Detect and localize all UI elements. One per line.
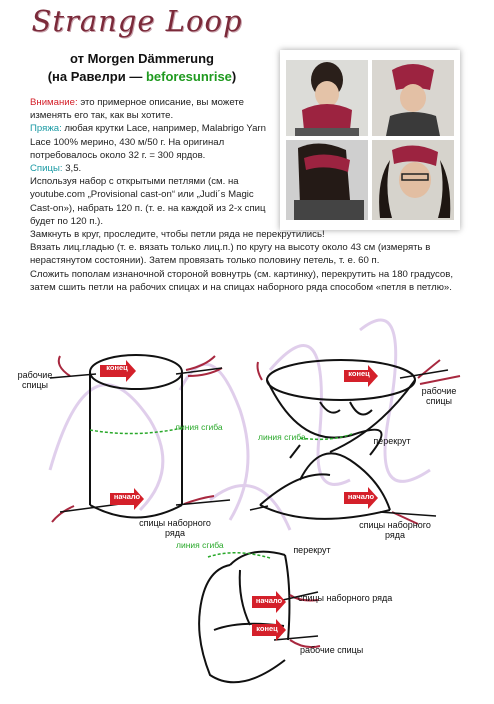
cast-on-paragraph: Используя набор с открытыми петлями (см. на youtube.com „Provisional cast-on“ или „Judi´s Magic Cast-on»), набрать 120 п. (т. е. на каждой из 2-х спиц будет по 120 п.).: [30, 176, 266, 227]
fig1-end-label: конец: [106, 363, 128, 372]
ravelry-prefix: (на Равелри —: [47, 69, 146, 84]
fig3-caston-needles-label: спицы наборного ряда: [298, 593, 393, 603]
attention-paragraph: [30, 96, 275, 122]
fold-paragraph: Сложить пополам изнаночной стороной вовнутрь (см. картинку), перекрутить на 180 градусов, затем сшить петли на рабочих спицах и на спицах наборного ряда способом «петля в петлю».: [30, 268, 454, 293]
fig3-folded: [199, 552, 289, 683]
join-paragraph: Замкнуть в круг, проследите, чтобы петли ряда не перекрутились!: [30, 229, 325, 241]
yarn-text: любая крутки Lace, например, Malabrigo Yarn Lace 100% мерино, 430 м/50 г. На оригинал потребовалось около 32 г. = 300 ярдов.: [30, 123, 266, 161]
fig2-caston-needles-label: спицы наборного ряда: [359, 520, 431, 540]
yarn-paragraph: [30, 122, 275, 162]
page-title: Strange Loop: [31, 4, 243, 38]
fig2-twist-label: перекрут: [373, 436, 411, 446]
fig2-working-needles-label: рабочие спицы: [421, 386, 457, 406]
ravelry-line: [22, 68, 262, 86]
fig3-working-needles-label: рабочие спицы: [300, 645, 364, 655]
fig1-start-label: начало: [113, 492, 141, 501]
fig1-caston-needles-label: спицы наборного ряда: [139, 518, 211, 538]
pattern-description: [30, 96, 460, 294]
fig3-fold-line-label: линия сгиба: [176, 540, 224, 550]
fig2-end-label: конец: [348, 369, 370, 378]
fig3-twist-label: перекрут: [293, 545, 331, 555]
fig2-fold-line-label: линия сгиба: [258, 432, 306, 442]
attention-label: Внимание:: [30, 97, 78, 108]
needles-paragraph: [30, 162, 275, 175]
yarn-label: Пряжа:: [30, 123, 62, 135]
needles-label: Спицы:: [30, 163, 63, 175]
pattern-credits: [22, 50, 262, 86]
fig1-working-needles-label: рабочие спицы: [17, 370, 53, 390]
fig3-start-label: начало: [255, 596, 283, 605]
author-line: от Morgen Dämmerung: [70, 51, 214, 66]
attention-text: это примерное описание, вы можете изменять его так, как вы хотите.: [30, 97, 244, 122]
knit-paragraph: Вязать лиц.гладью (т. е. вязать только лиц.п.) по кругу на высоту около 43 см (измерять в нерастянутом состоянии). Затем провязать только половину петель, т. е. 60 п.: [30, 242, 431, 267]
needles-text: 3,5.: [62, 163, 82, 175]
ravelry-suffix: ): [231, 69, 237, 84]
ravelry-username: beforesunrise: [145, 69, 232, 84]
folding-diagram: [0, 340, 494, 699]
fig1-fold-line-label: линия сгиба: [175, 422, 223, 432]
fig2-start-label: начало: [347, 492, 375, 501]
fig3-end-label: конец: [256, 624, 278, 633]
